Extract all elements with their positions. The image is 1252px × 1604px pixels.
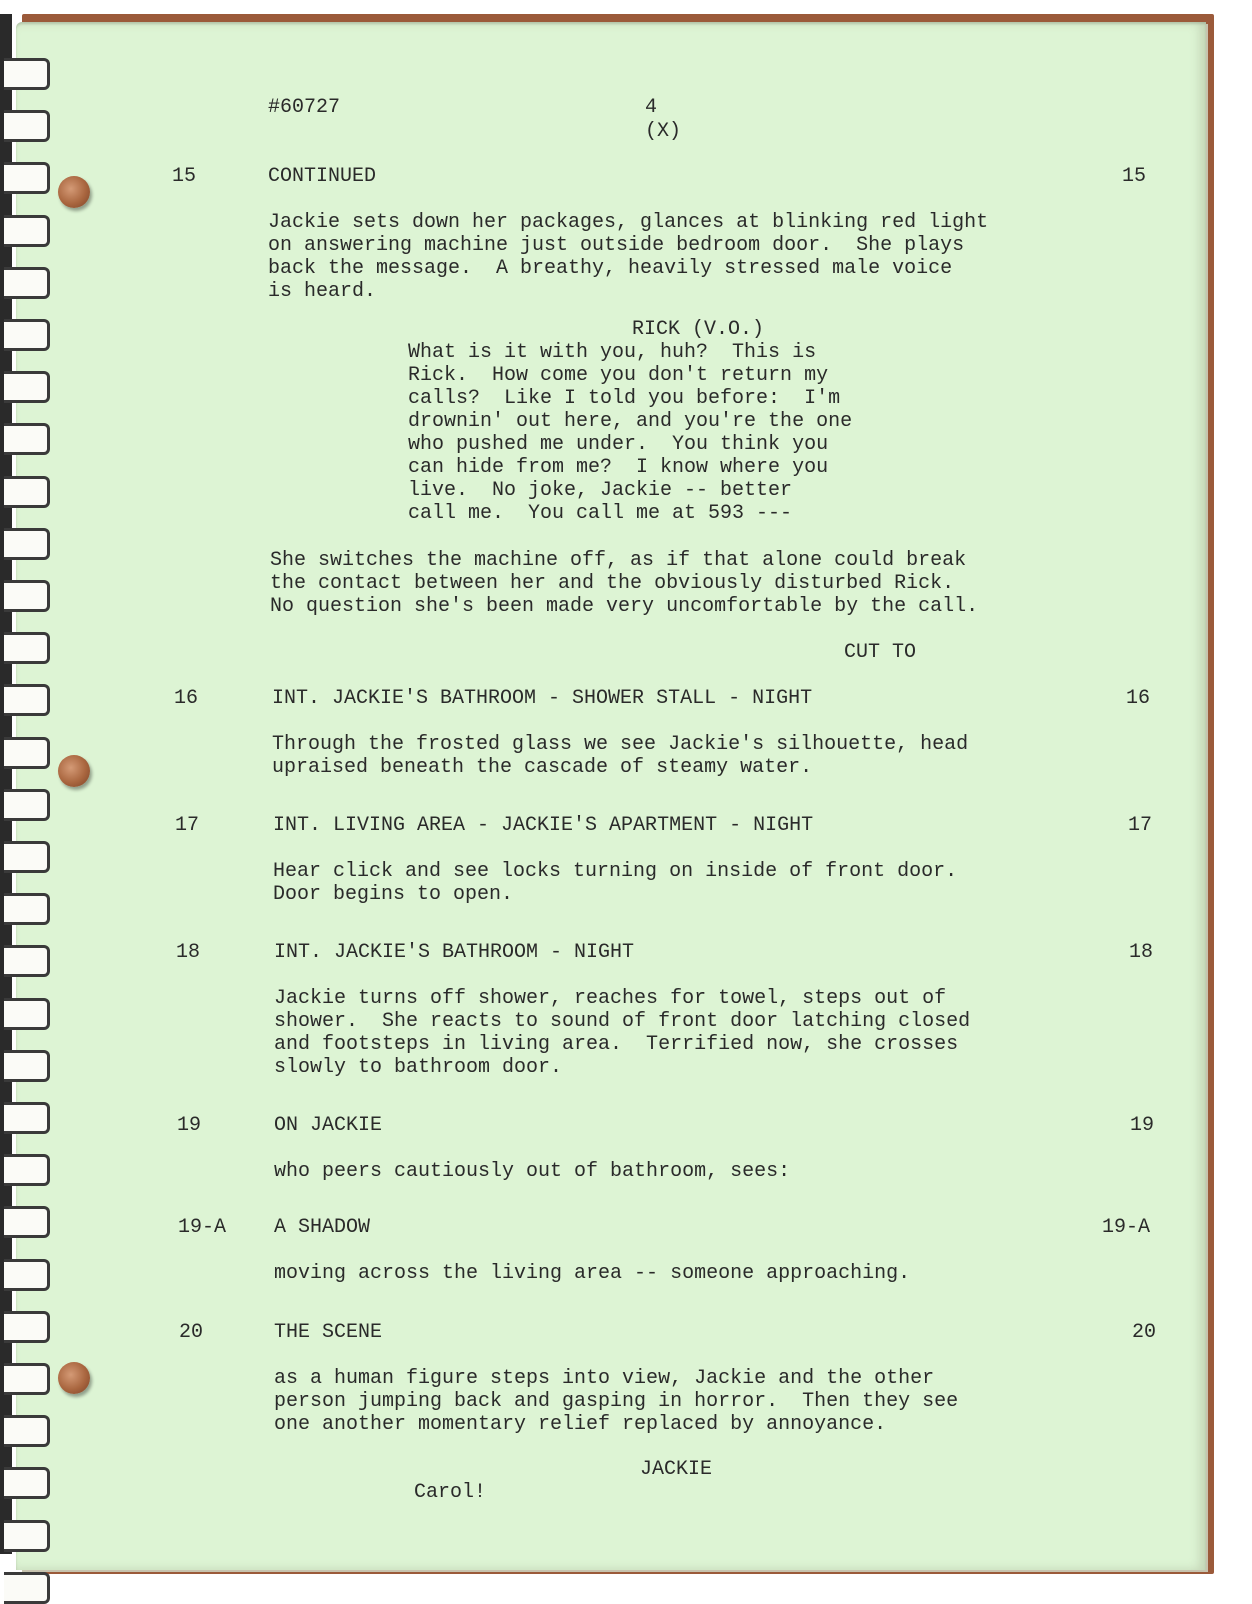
- scene-number-left: 18: [176, 941, 201, 964]
- binding-ring: [4, 1154, 50, 1186]
- binding-ring: [4, 1311, 50, 1343]
- scene-number-left: 16: [174, 687, 199, 710]
- scene-number-left: 20: [179, 1321, 204, 1344]
- punch-hole-bottom: [58, 1362, 90, 1394]
- binding-ring: [4, 1415, 50, 1447]
- scene-heading: A SHADOW: [274, 1216, 371, 1239]
- scene-number-left: 15: [172, 165, 197, 188]
- binding-ring: [4, 110, 50, 142]
- action-text: Through the frosted glass we see Jackie's silhouette, head upraised beneath the cascade of steamy water.: [272, 733, 969, 779]
- scene-heading: INT. JACKIE'S BATHROOM - SHOWER STALL - NIGHT: [272, 687, 813, 710]
- binding-ring: [4, 319, 50, 351]
- action-text: Hear click and see locks turning on inside of front door. Door begins to open.: [273, 860, 958, 906]
- action-text: moving across the living area -- someone approaching.: [274, 1262, 911, 1285]
- binding-ring: [4, 371, 50, 403]
- scene-number-right: 19: [1130, 1114, 1155, 1137]
- binding-ring: [4, 528, 50, 560]
- binding-ring: [4, 58, 50, 90]
- binding-ring: [4, 1520, 50, 1552]
- action-text: as a human figure steps into view, Jackie and the other person jumping back and gasping in horror. Then they see one another momentary relief replaced by annoyance.: [274, 1367, 959, 1436]
- binding-ring: [4, 684, 50, 716]
- scene-heading: INT. LIVING AREA - JACKIE'S APARTMENT - NIGHT: [273, 814, 814, 837]
- binding-ring: [4, 1363, 50, 1395]
- binding-ring: [4, 580, 50, 612]
- character-cue: RICK (V.O.): [632, 318, 765, 341]
- scene-number-right: 15: [1122, 165, 1147, 188]
- binding-ring: [4, 632, 50, 664]
- binding-ring: [4, 998, 50, 1030]
- binding-ring: [4, 737, 50, 769]
- binding-ring: [4, 1102, 50, 1134]
- scene-number-left: 19: [177, 1114, 202, 1137]
- scene-number-right: 17: [1128, 814, 1153, 837]
- scene-heading: ON JACKIE: [274, 1114, 383, 1137]
- page-number: 4: [645, 96, 658, 119]
- character-cue: JACKIE: [640, 1458, 713, 1481]
- binding-ring: [4, 893, 50, 925]
- scene-heading: INT. JACKIE'S BATHROOM - NIGHT: [274, 941, 635, 964]
- punch-hole-top: [58, 176, 90, 208]
- binding-ring: [4, 423, 50, 455]
- dialogue-text: What is it with you, huh? This is Rick. How come you don't return my calls? Like I told you before: I'm drownin' out here, and you're the one who pushed me under. You think you can hide from me? I know where you live. No joke, Jackie -- better call me. You call me at 593 ---: [408, 341, 853, 525]
- revision-mark: (X): [645, 120, 682, 143]
- scene-number-right: 18: [1129, 941, 1154, 964]
- action-text: who peers cautiously out of bathroom, sees:: [274, 1160, 791, 1183]
- scene-heading: CONTINUED: [268, 165, 377, 188]
- scene-number-left: 17: [175, 814, 200, 837]
- binding-ring: [4, 945, 50, 977]
- action-text: Jackie turns off shower, reaches for towel, steps out of shower. She reacts to sound of front door latching closed and footsteps in living area. Terrified now, she crosses slowly to bathroom door.: [274, 987, 971, 1079]
- binding-ring: [4, 1206, 50, 1238]
- dialogue-text: Carol!: [414, 1481, 487, 1504]
- punch-hole-middle: [58, 755, 90, 787]
- binding-ring: [4, 476, 50, 508]
- binding-ring: [4, 1259, 50, 1291]
- action-text: Jackie sets down her packages, glances at blinking red light on answering machine just outside bedroom door. She plays back the message. A breathy, heavily stressed male voice is heard.: [268, 211, 989, 303]
- binding-ring: [4, 267, 50, 299]
- scene-heading: THE SCENE: [274, 1321, 383, 1344]
- scene-number-right: 16: [1126, 687, 1151, 710]
- binding-ring: [4, 1572, 50, 1604]
- scene-number-left: 19-A: [178, 1216, 227, 1239]
- transition: CUT TO: [844, 641, 917, 664]
- scene-number-right: 19-A: [1102, 1216, 1151, 1239]
- binding-ring: [4, 1050, 50, 1082]
- binding-ring: [4, 215, 50, 247]
- binding-ring: [4, 162, 50, 194]
- script-number: #60727: [268, 96, 341, 119]
- action-text: She switches the machine off, as if that alone could break the contact between her and the obviously disturbed Rick. No question she's been made very uncomfortable by the call.: [270, 549, 979, 618]
- binding-ring: [4, 789, 50, 821]
- binding-ring: [4, 841, 50, 873]
- binding-ring: [4, 1467, 50, 1499]
- scene-number-right: 20: [1132, 1321, 1157, 1344]
